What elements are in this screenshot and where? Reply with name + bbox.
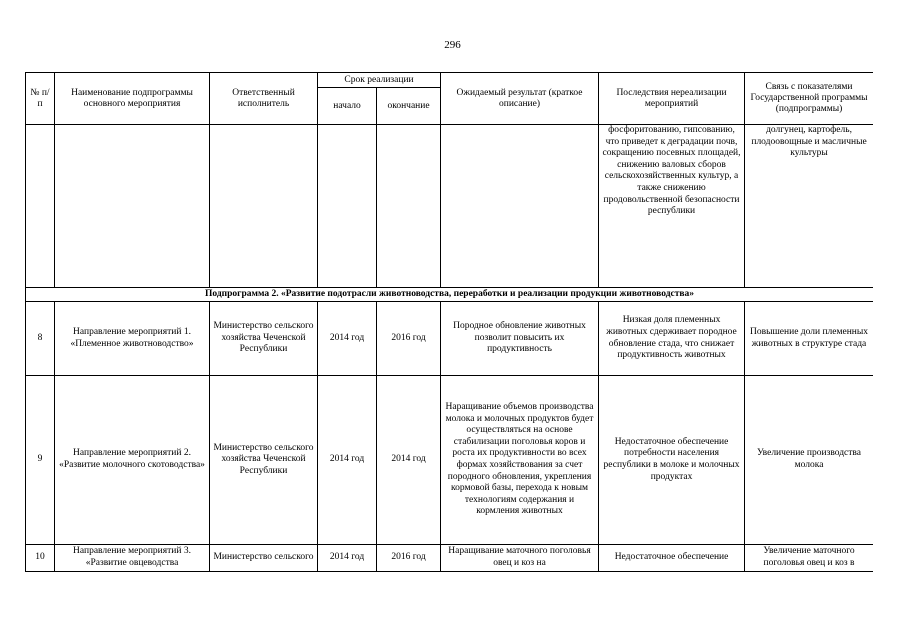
row-name: Направление мероприятий 1. «Племенное животноводство» xyxy=(55,302,210,376)
col-header-name: Наименование подпрограммы основного мероприятия xyxy=(55,73,210,125)
continuation-link: долгунец, картофель, плодоовощные и масличные культуры xyxy=(745,125,873,288)
col-header-start: начало xyxy=(318,88,377,125)
row-consequences: Низкая доля племенных животных сдерживает породное обновление стада, что снижает продуктивность животных xyxy=(599,302,745,376)
row-result: Наращивание маточного поголовья овец и коз на xyxy=(441,545,599,572)
row-consequences: Недостаточное обеспечение xyxy=(599,545,745,572)
row-executor: Министерство сельского хозяйства Чеченской Республики xyxy=(210,302,318,376)
col-header-consequences: Последствия нереализации мероприятий xyxy=(599,73,745,125)
table-row xyxy=(26,545,874,572)
col-header-end: окончание xyxy=(377,88,441,125)
row-link: Увеличение маточного поголовья овец и коз в xyxy=(745,545,873,572)
row-num: 9 xyxy=(26,376,55,545)
program-table-container xyxy=(25,72,873,580)
row-num: 10 xyxy=(26,545,55,572)
continuation-consequences: фосфоритованию, гипсованию, что приведет к деградации почв, сокращению посевных площадей, снижению валовых сборов сельскохозяйственных культур, а также снижению продовольственной безопасности республики xyxy=(599,125,745,288)
row-start: 2014 год xyxy=(318,376,377,545)
row-name: Направление мероприятий 3. «Развитие овцеводства xyxy=(55,545,210,572)
row-executor: Министерство сельского xyxy=(210,545,318,572)
col-header-num: № п/п xyxy=(26,73,55,125)
row-name: Направление мероприятий 2. «Развитие молочного скотоводства» xyxy=(55,376,210,545)
row-end: 2014 год xyxy=(377,376,441,545)
col-header-executor: Ответственный исполнитель xyxy=(210,73,318,125)
subprogram-title: Подпрограмма 2. «Развитие подотрасли животноводства, переработки и реализации продукции животноводства» xyxy=(26,288,874,302)
row-num: 8 xyxy=(26,302,55,376)
table-row xyxy=(26,376,874,545)
row-link: Увеличение производства молока xyxy=(745,376,873,545)
row-start: 2014 год xyxy=(318,302,377,376)
page-number: 296 xyxy=(444,39,461,51)
row-end: 2016 год xyxy=(377,302,441,376)
row-result: Породное обновление животных позволит повысить их продуктивность xyxy=(441,302,599,376)
col-header-period: Срок реализации xyxy=(318,73,441,88)
row-link: Повышение доли племенных животных в структуре стада xyxy=(745,302,873,376)
subprogram-row xyxy=(26,288,874,302)
row-start: 2014 год xyxy=(318,545,377,572)
row-executor: Министерство сельского хозяйства Чеченской Республики xyxy=(210,376,318,545)
row-consequences: Недостаточное обеспечение потребности населения республики в молоке и молочных продуктах xyxy=(599,376,745,545)
table-row xyxy=(26,302,874,376)
col-header-result: Ожидаемый результат (краткое описание) xyxy=(441,73,599,125)
row-result: Наращивание объемов производства молока и молочных продуктов будет осуществляться на основе стабилизации поголовья коров и роста их продуктивности во всех формах хозяйствования за счет породного обновления, укрепления кормовой базы, перехода к новым технологиям содержания и кормления животных xyxy=(441,376,599,545)
continuation-row xyxy=(26,125,874,288)
col-header-link: Связь с показателями Государственной программы (подпрограммы) xyxy=(745,73,873,125)
row-end: 2016 год xyxy=(377,545,441,572)
header-row-1 xyxy=(26,73,874,88)
program-table xyxy=(25,72,873,572)
